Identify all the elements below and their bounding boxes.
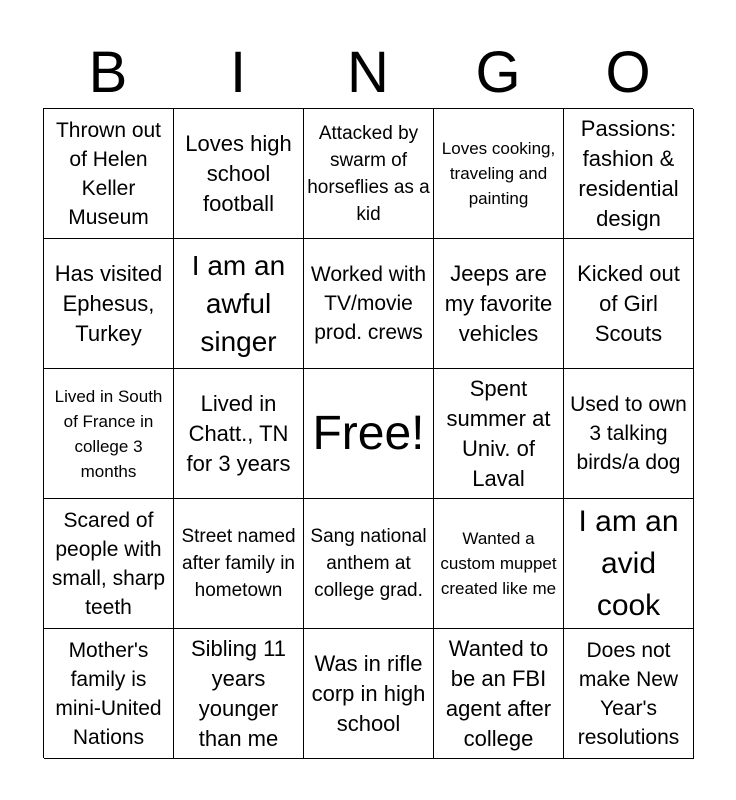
bingo-header [43, 38, 693, 108]
bingo-cell-r4c2[interactable] [174, 499, 304, 629]
free-space-text: Free! [312, 406, 425, 460]
cell-text: Sang national anthem at college grad. [310, 526, 427, 601]
bingo-cell-r5c4[interactable] [434, 629, 564, 759]
free-space-cell[interactable] [304, 369, 434, 499]
header-letter-o: O [605, 40, 651, 105]
header-letter-b: B [88, 40, 128, 105]
cell-text: Was in rifle corp in high school [311, 650, 426, 736]
cell-text: I am an awful singer [191, 249, 286, 357]
bingo-cell-r5c3[interactable] [304, 629, 434, 759]
bingo-cell-r2c5[interactable] [564, 239, 694, 369]
bingo-cell-r4c3[interactable] [304, 499, 434, 629]
cell-text: Lived in South of France in college 3 months [54, 386, 163, 481]
bingo-card-grid [43, 108, 693, 758]
bingo-cell-r2c2[interactable] [174, 239, 304, 369]
cell-text: Attacked by swarm of horseflies as a kid [307, 122, 430, 225]
bingo-cell-r3c2[interactable] [174, 369, 304, 499]
cell-text: Wanted a custom muppet created like me [440, 529, 557, 598]
cell-text: Loves cooking, traveling and painting [441, 139, 556, 208]
cell-text: Has visited Ephesus, Turkey [54, 260, 163, 346]
cell-text: Passions: fashion & residential design [578, 115, 679, 231]
bingo-cell-r2c4[interactable] [434, 239, 564, 369]
cell-text: Spent summer at Univ. of Laval [446, 375, 551, 491]
cell-text: Worked with TV/movie prod. crews [310, 263, 427, 344]
header-letter-n: N [347, 40, 389, 105]
cell-text: Does not make New Year's resolutions [577, 638, 680, 749]
bingo-cell-r1c5[interactable] [564, 109, 694, 239]
bingo-cell-r3c4[interactable] [434, 369, 564, 499]
bingo-cell-r1c1[interactable] [44, 109, 174, 239]
bingo-cell-r2c3[interactable] [304, 239, 434, 369]
cell-text: Mother's family is mini-United Nations [55, 638, 162, 749]
header-letter-i: I [229, 40, 247, 105]
cell-text: Sibling 11 years younger than me [191, 635, 286, 751]
cell-text: Lived in Chatt., TN for 3 years [186, 390, 291, 476]
cell-text: Loves high school football [185, 130, 292, 216]
cell-text: Jeeps are my favorite vehicles [444, 260, 553, 346]
cell-text: Used to own 3 talking birds/a dog [570, 393, 687, 474]
bingo-cell-r5c5[interactable] [564, 629, 694, 759]
bingo-cell-r5c1[interactable] [44, 629, 174, 759]
cell-text: Wanted to be an FBI agent after college [445, 635, 552, 751]
bingo-cell-r1c3[interactable] [304, 109, 434, 239]
bingo-cell-r4c1[interactable] [44, 499, 174, 629]
bingo-cell-r3c1[interactable] [44, 369, 174, 499]
bingo-cell-r1c2[interactable] [174, 109, 304, 239]
bingo-cell-r3c5[interactable] [564, 369, 694, 499]
bingo-cell-r4c5[interactable] [564, 499, 694, 629]
bingo-cell-r2c1[interactable] [44, 239, 174, 369]
cell-text: Street named after family in hometown [181, 526, 296, 601]
bingo-cell-r5c2[interactable] [174, 629, 304, 759]
cell-text: I am an avid cook [578, 504, 679, 622]
bingo-cell-r1c4[interactable] [434, 109, 564, 239]
cell-text: Kicked out of Girl Scouts [577, 260, 680, 346]
bingo-cell-r4c4[interactable] [434, 499, 564, 629]
cell-text: Scared of people with small, sharp teeth [51, 508, 166, 619]
cell-text: Thrown out of Helen Keller Museum [55, 118, 162, 229]
header-letter-g: G [475, 40, 521, 105]
